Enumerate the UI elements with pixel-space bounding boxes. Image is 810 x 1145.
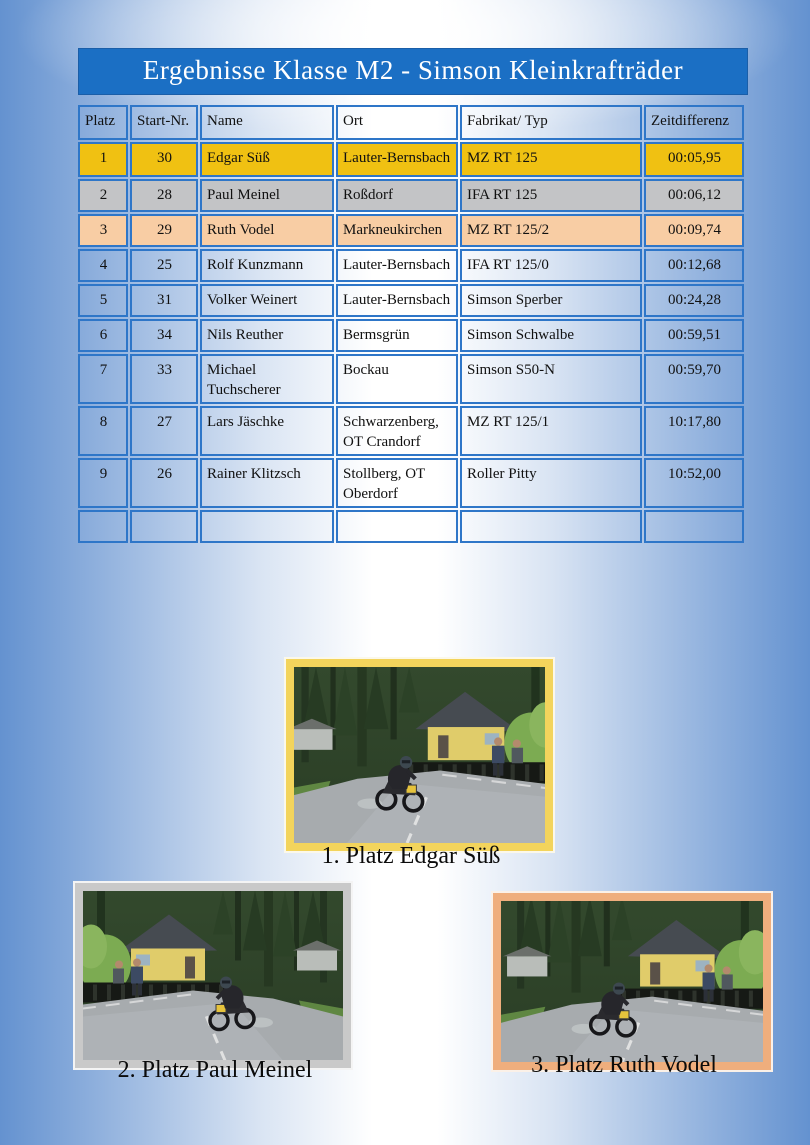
table-row [78,179,744,212]
name-cell: Nils Reuther [200,319,334,352]
platz-cell: 5 [78,284,128,317]
platz-cell: 1 [78,142,128,177]
column-header-platz: Platz [78,105,128,140]
column-header-ort: Ort [336,105,458,140]
zeit-cell: 00:24,28 [644,284,744,317]
ort-cell: Lauter-Bernsbach [336,249,458,282]
zeit-cell: 00:05,95 [644,142,744,177]
third-place-photo [493,893,771,1070]
table-header-row [78,105,744,140]
name-cell: Rainer Klitzsch [200,458,334,508]
second-place-photo [75,883,351,1068]
column-header-start-nr: Start-Nr. [130,105,198,140]
platz-cell: 8 [78,406,128,456]
start-nr-cell [130,510,198,543]
ort-cell: Markneukirchen [336,214,458,247]
race-photo-illustration [294,667,545,843]
table-row [78,284,744,317]
fabrikat-cell [460,510,642,543]
name-cell: Volker Weinert [200,284,334,317]
start-nr-cell: 33 [130,354,198,404]
table-row [78,142,744,177]
zeit-cell: 00:06,12 [644,179,744,212]
ort-cell: Schwarzenberg, OT Crandorf [336,406,458,456]
column-header-zeit: Zeitdifferenz [644,105,744,140]
platz-cell: 7 [78,354,128,404]
race-photo-illustration [501,901,763,1062]
name-cell: Ruth Vodel [200,214,334,247]
race-photo-illustration [83,891,343,1060]
first-place-photo [286,659,553,851]
start-nr-cell: 26 [130,458,198,508]
zeit-cell: 10:17,80 [644,406,744,456]
platz-cell: 9 [78,458,128,508]
platz-cell [78,510,128,543]
fabrikat-cell: IFA RT 125/0 [460,249,642,282]
table-row-empty [78,510,744,543]
fabrikat-cell: Simson S50-N [460,354,642,404]
platz-cell: 3 [78,214,128,247]
platz-cell: 2 [78,179,128,212]
ort-cell: Bermsgrün [336,319,458,352]
table-row [78,319,744,352]
name-cell [200,510,334,543]
start-nr-cell: 27 [130,406,198,456]
start-nr-cell: 29 [130,214,198,247]
page-title: Ergebnisse Klasse M2 - Simson Kleinkrafträder [78,48,748,95]
zeit-cell: 00:59,70 [644,354,744,404]
third-place-caption: 3. Platz Ruth Vodel [531,1052,717,1078]
table-row [78,214,744,247]
zeit-cell: 10:52,00 [644,458,744,508]
fabrikat-cell: Simson Schwalbe [460,319,642,352]
results-table [76,103,746,545]
name-cell: Lars Jäschke [200,406,334,456]
name-cell: Edgar Süß [200,142,334,177]
name-cell: Rolf Kunzmann [200,249,334,282]
fabrikat-cell: MZ RT 125/1 [460,406,642,456]
table-row [78,458,744,508]
zeit-cell: 00:59,51 [644,319,744,352]
column-header-fabrikat: Fabrikat/ Typ [460,105,642,140]
second-place-caption: 2. Platz Paul Meinel [117,1057,313,1083]
start-nr-cell: 34 [130,319,198,352]
start-nr-cell: 28 [130,179,198,212]
table-row [78,249,744,282]
fabrikat-cell: Simson Sperber [460,284,642,317]
platz-cell: 4 [78,249,128,282]
fabrikat-cell: Roller Pitty [460,458,642,508]
zeit-cell [644,510,744,543]
ort-cell: Bockau [336,354,458,404]
fabrikat-cell: MZ RT 125/2 [460,214,642,247]
name-cell: Michael Tuchscherer [200,354,334,404]
first-place-caption: 1. Platz Edgar Süß [321,843,501,869]
fabrikat-cell: MZ RT 125 [460,142,642,177]
platz-cell: 6 [78,319,128,352]
start-nr-cell: 31 [130,284,198,317]
zeit-cell: 00:12,68 [644,249,744,282]
ort-cell: Roßdorf [336,179,458,212]
zeit-cell: 00:09,74 [644,214,744,247]
start-nr-cell: 25 [130,249,198,282]
fabrikat-cell: IFA RT 125 [460,179,642,212]
start-nr-cell: 30 [130,142,198,177]
ort-cell: Lauter-Bernsbach [336,142,458,177]
name-cell: Paul Meinel [200,179,334,212]
ort-cell: Stollberg, OT Oberdorf [336,458,458,508]
ort-cell [336,510,458,543]
table-row [78,406,744,456]
ort-cell: Lauter-Bernsbach [336,284,458,317]
table-row [78,354,744,404]
column-header-name: Name [200,105,334,140]
